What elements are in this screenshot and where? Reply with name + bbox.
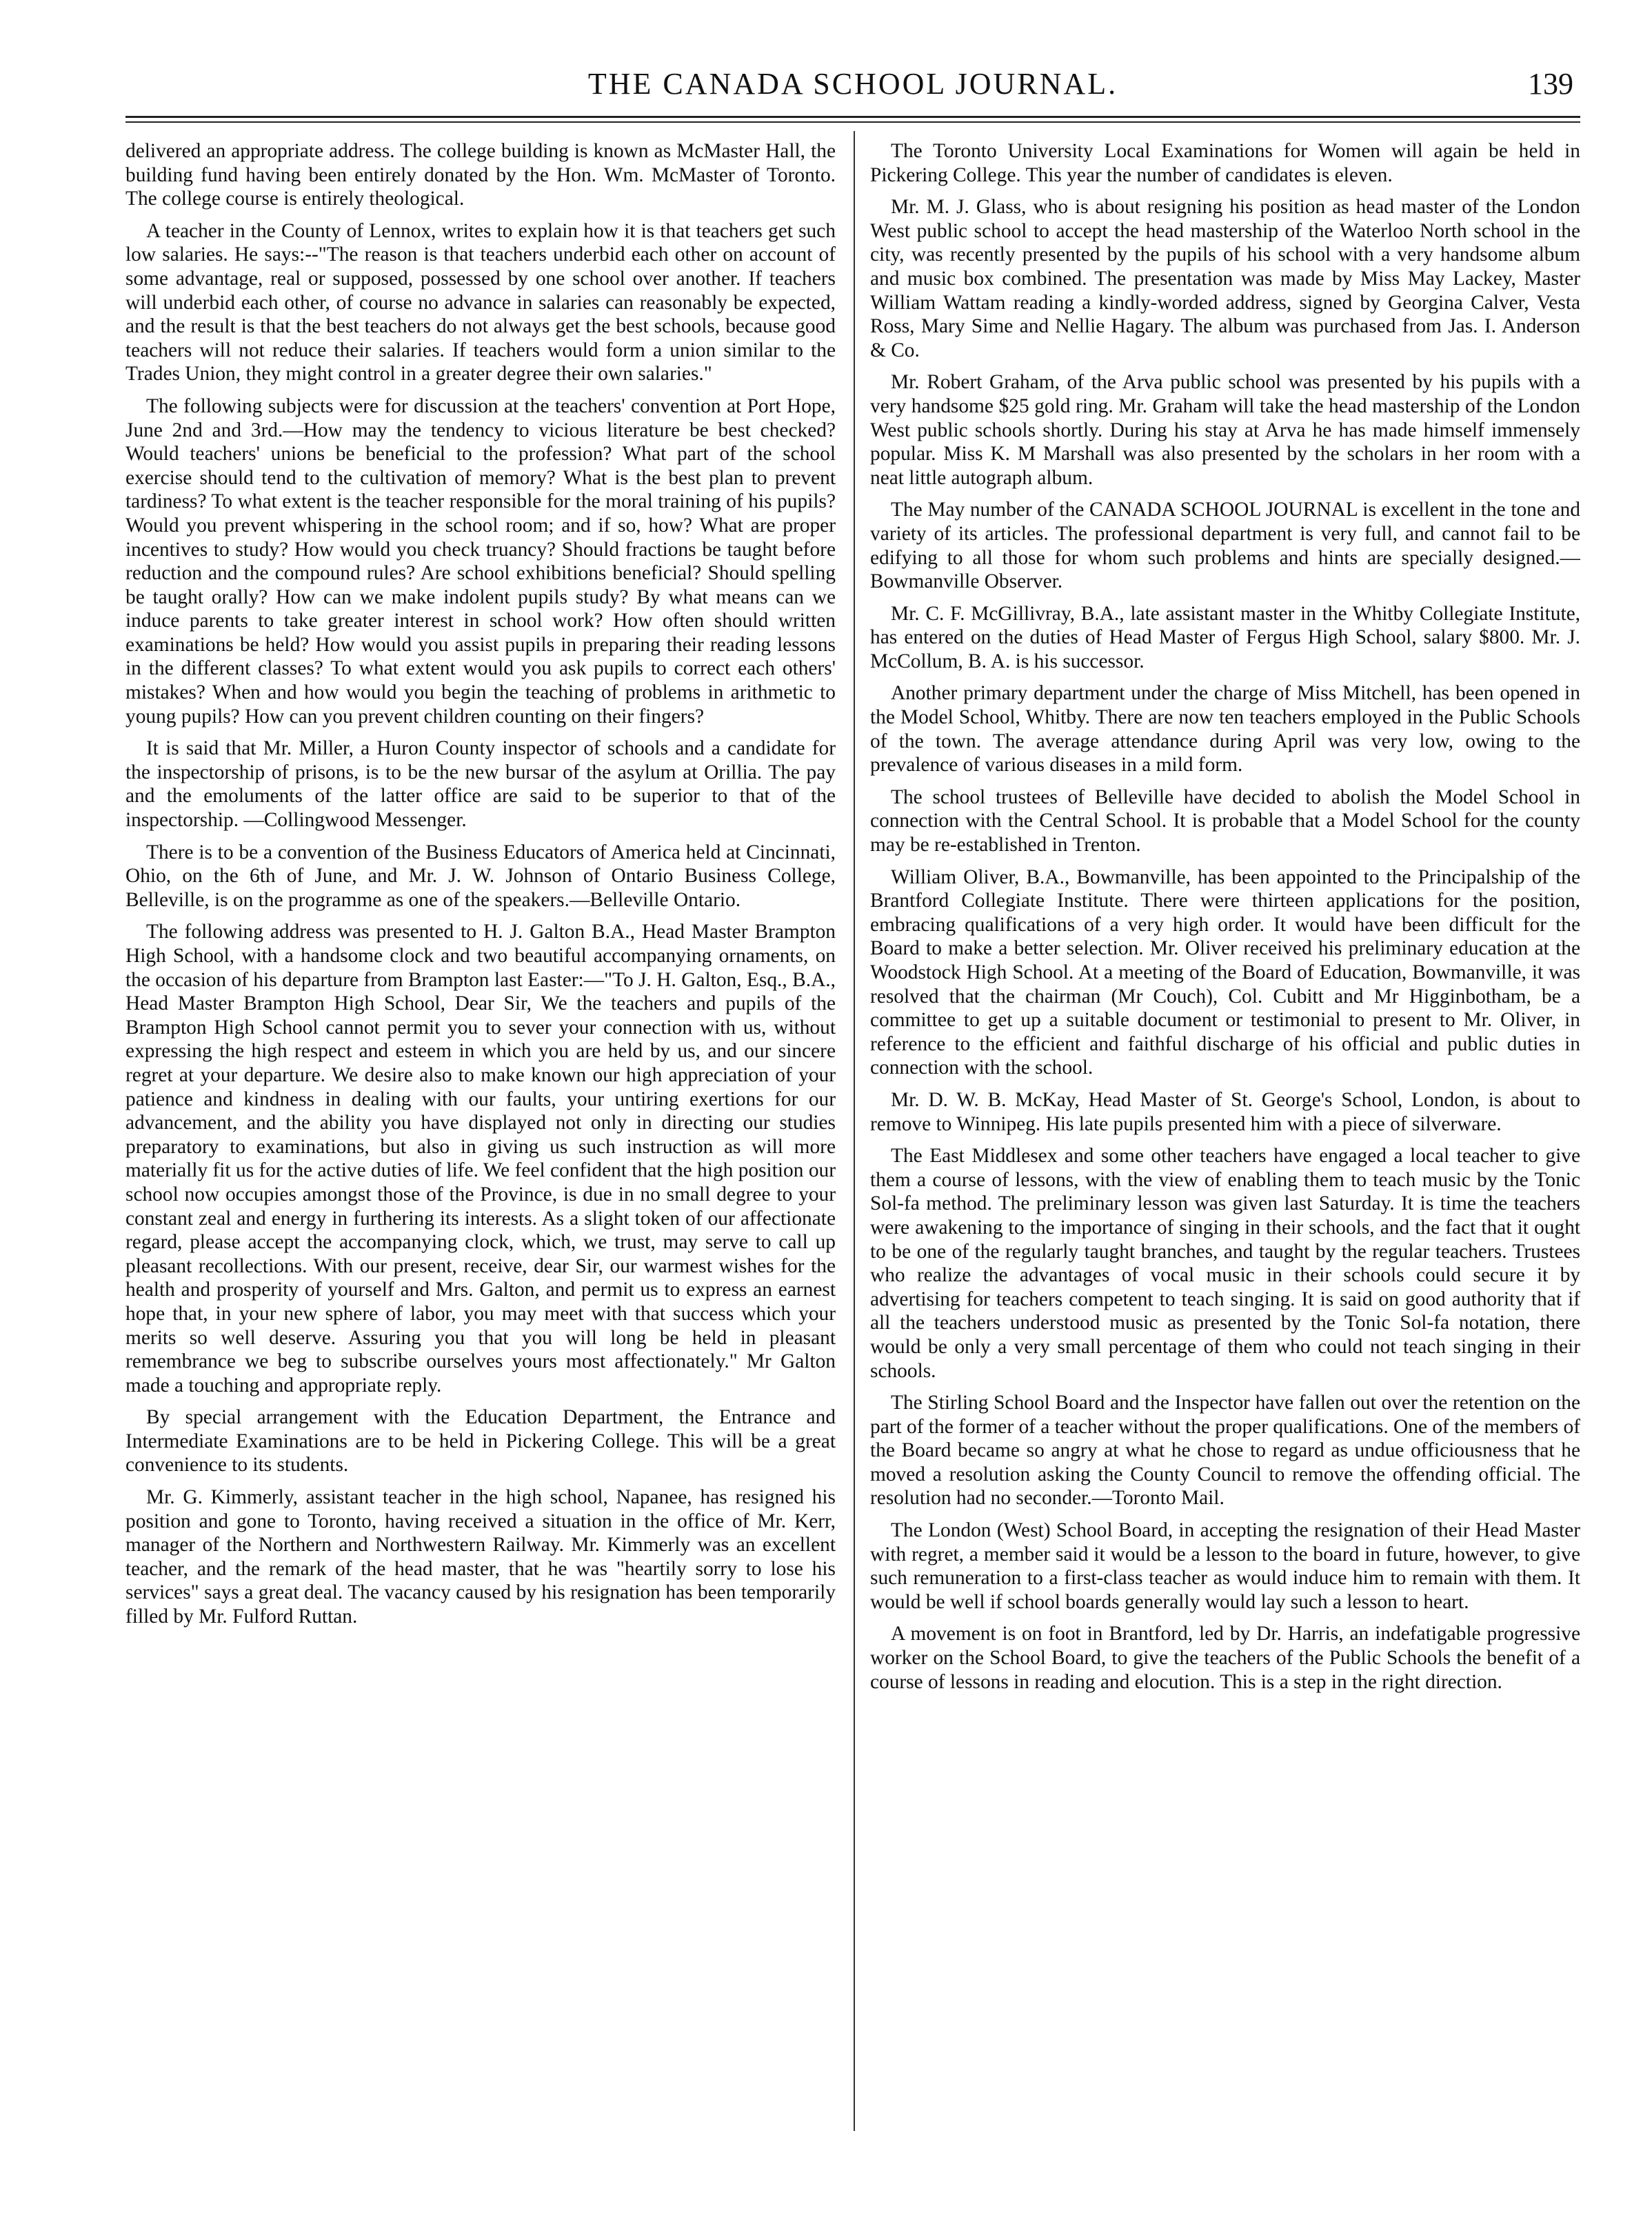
header-rule xyxy=(125,116,1580,118)
article-paragraph: The London (West) School Board, in accepting the resignation of their Head Master with regret, a member said it would be a lesson to the board in future, however, to give such remuneration to a first-class teacher as would induce him to remain with them. It would be well if school boards generally would lay such a lesson to heart. xyxy=(870,1519,1580,1613)
article-paragraph: The Stirling School Board and the Inspector have fallen out over the retention on the part of the former of a teacher without the proper qualifications. One of the members of the Board became so angry at what he chose to regard as undue officiousness that he moved a resolution asking the County Council to remove the offending official. The resolution had no seconder.—Toronto Mail. xyxy=(870,1392,1580,1510)
article-paragraph: Mr. G. Kimmerly, assistant teacher in the high school, Napanee, has resigned his position and gone to Toronto, having received a situation in the office of Mr. Kerr, manager of the Northern and Northwestern Railway. Mr. Kimmerly was an excellent teacher, and the remark of the head master, that he was "heartily sorry to lose his services" says a great deal. The vacancy caused by his resignation has been temporarily filled by Mr. Fulford Ruttan. xyxy=(125,1486,836,1628)
column-divider xyxy=(854,131,855,2131)
article-paragraph: There is to be a convention of the Business Educators of America held at Cincinnati, Ohio, on the 6th of June, and Mr. J. W. Johnson of Ontario Business College, Belleville, is on the programme as one of the speakers.—Belleville Ontario. xyxy=(125,841,836,911)
article-paragraph: By special arrangement with the Education Department, the Entrance and Intermediate Examinations are to be held in Pickering College. This will be a great convenience to its students. xyxy=(125,1406,836,1477)
page-header xyxy=(125,66,1580,105)
article-paragraph: Mr. Robert Graham, of the Arva public school was presented by his pupils with a very handsome $25 gold ring. Mr. Graham will take the head mastership of the London West public schools shortly. During his stay at Arva he has made himself immensely popular. Miss K. M Marshall was also presented by the scholars in her room with a neat little autograph album. xyxy=(870,371,1580,489)
article-paragraph: A teacher in the County of Lennox, writes to explain how it is that teachers get such low salaries. He says:--"The reason is that teachers underbid each other on account of some advantage, real or supposed, possessed by one school over another. If teachers will underbid each other, of course no advance in salaries can reasonably be expected, and the result is that the best teachers do not always get the best schools, because good teachers will not reduce their salaries. If teachers would form a union similar to the Trades Union, they might control in a greater degree their own salaries." xyxy=(125,219,836,386)
article-paragraph: William Oliver, B.A., Bowmanville, has been appointed to the Principalship of the Brantford Collegiate Institute. There were thirteen applications for the position, embracing qualifications of a very high order. It would have been difficult for the Board to make a better selection. Mr. Oliver received his preliminary education at the Woodstock High School. At a meeting of the Board of Education, Bowmanville, it was resolved that the chairman (Mr Couch), Col. Cubitt and Mr Higginbotham, be a committee to get up a suitable document or testimonial to present to Mr. Oliver, in reference to the efficient and faithful discharge of his official and public duties in connection with the school. xyxy=(870,865,1580,1079)
article-paragraph: Mr. C. F. McGillivray, B.A., late assistant master in the Whitby Collegiate Institute, has entered on the duties of Head Master of Fergus High School, salary $800. Mr. J. McCollum, B. A. is his successor. xyxy=(870,602,1580,672)
article-paragraph: The Toronto University Local Examinations for Women will again be held in Pickering College. This year the number of candidates is eleven. xyxy=(870,140,1580,186)
article-paragraph: Mr. M. J. Glass, who is about resigning his position as head master of the London West public school to accept the head mastership of the Waterloo North school in the city, was recently presented by the pupils of his school with a very handsome album and music box combined. The presentation was made by Miss May Lackey, Master William Wattam reading a kindly-worded address, signed by Georgina Calver, Vesta Ross, Mary Sime and Nellie Hagary. The album was purchased from Jas. I. Anderson & Co. xyxy=(870,196,1580,361)
article-paragraph: A movement is on foot in Brantford, led by Dr. Harris, an indefatigable progressive worker on the School Board, to give the teachers of the Public Schools the benefit of a course of lessons in reading and elocution. This is a step in the right direction. xyxy=(870,1623,1580,1693)
article-paragraph: The following address was presented to H. J. Galton B.A., Head Master Brampton High School, with a handsome clock and two beautiful accompanying ornaments, on the occasion of his departure from Brampton last Easter:—"To J. H. Galton, Esq., B.A., Head Master Brampton High School, Dear Sir, We the teachers and pupils of the Brampton High School cannot permit you to sever your connection with us, without expressing the high respect and esteem in which you are held by us, and our sincere regret at your departure. We desire also to make known our high appreciation of your patience and kindness in dealing with our faults, your untiring exertions for our advancement, and the ability you have displayed not only in directing our studies preparatory to examinations, but also in giving us such instruction as will more materially fit us for the active duties of life. We feel confident that the high position our school now occupies amongst those of the Province, is due in no small degree to your constant zeal and energy in furthering its interests. As a slight token of our affectionate regard, please accept the accompanying clock, which, we trust, may serve to call up pleasant recollections. With our present, receive, dear Sir, our warmest wishes for the health and prosperity of yourself and Mrs. Galton, and permit us to express an earnest hope that, in your new sphere of labor, you may meet with that success which your merits so well deserve. Assuring you that you will long be held in pleasant remembrance we beg to subscribe ourselves yours most affectionately." Mr Galton made a touching and appropriate reply. xyxy=(125,921,836,1397)
article-paragraph: The East Middlesex and some other teachers have engaged a local teacher to give them a course of lessons, with the view of enabling them to teach music by the Tonic Sol-fa method. The preliminary lesson was given last Saturday. It is time the teachers were awakening to the importance of singing in their schools, and the fact that it ought to be one of the regularly taught branches, and taught by the regular teachers. Trustees who realize the advantages of vocal music in their schools could secure it by advertising for teachers competent to teach singing. It is said on good authority that if all the teachers understood music as presented by the Tonic Sol-fa notation, there would be only a very small percentage of them who could not teach singing in their schools. xyxy=(870,1145,1580,1382)
header-rule-thin xyxy=(125,121,1580,123)
right-column xyxy=(870,139,1580,2139)
article-paragraph: It is said that Mr. Miller, a Huron County inspector of schools and a candidate for the inspectorship of prisons, is to be the new bursar of the asylum at Orillia. The pay and the emoluments of the latter office are said to be superior to that of the inspectorship. —Collingwood Messenger. xyxy=(125,737,836,832)
article-paragraph: The May number of the CANADA SCHOOL JOURNAL is excellent in the tone and variety of its articles. The professional department is very full, and cannot fail to be edifying to all those for whom such problems and hints are specially designed.—Bowmanville Observer. xyxy=(870,499,1580,593)
article-paragraph: Another primary department under the charge of Miss Mitchell, has been opened in the Model School, Whitby. There are now ten teachers employed in the Public Schools of the town. The average attendance during April was very low, owing to the prevalence of various diseases in a mild form. xyxy=(870,682,1580,777)
article-paragraph: delivered an appropriate address. The college building is known as McMaster Hall, the building fund having been entirely donated by the Hon. Wm. McMaster of Toronto. The college course is entirely theological. xyxy=(125,140,836,210)
article-paragraph: Mr. D. W. B. McKay, Head Master of St. George's School, London, is about to remove to Winnipeg. His late pupils presented him with a piece of silverware. xyxy=(870,1088,1580,1135)
article-paragraph: The following subjects were for discussion at the teachers' convention at Port Hope, June 2nd and 3rd.—How may the tendency to vicious literature be best checked? Would teachers' unions be beneficial to the profession? What part of the school exercise should tend to the cultivation of memory? What is the best plan to prevent tardiness? To what extent is the teacher responsible for the moral training of his pupils? Would you prevent whispering in the school room; and if so, how? What are proper incentives to study? How would you check truancy? Should fractions be taught before reduction and the compound rules? Are school exhibitions beneficial? Should spelling be taught orally? How can we make indolent pupils study? By what means can we induce parents to take greater interest in school work? How often should written examinations be held? How would you assist pupils in preparing their reading lessons in the different classes? To what extent would you ask pupils to correct each others' mistakes? When and how would you begin the teaching of problems in arithmetic to young pupils? How can you prevent children counting on their fingers? xyxy=(125,394,836,728)
left-column xyxy=(125,139,836,2139)
journal-title: THE CANADA SCHOOL JOURNAL. xyxy=(587,67,1118,101)
article-paragraph: The school trustees of Belleville have decided to abolish the Model School in connection with the Central School. It is probable that a Model School for the county may be re-established in Trenton. xyxy=(870,785,1580,857)
page-number: 139 xyxy=(1528,67,1573,101)
